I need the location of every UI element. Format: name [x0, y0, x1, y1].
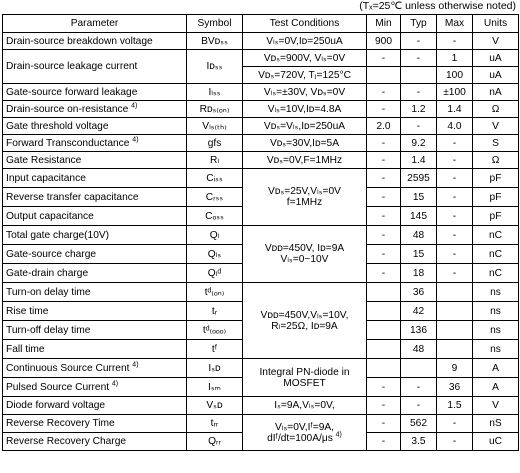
param-cell: Reverse Recovery Charge	[3, 433, 187, 451]
min-cell: -	[367, 378, 401, 397]
condition-line: Vₗₛ=0V,Iᶠ=9A,	[275, 421, 334, 433]
symbol-cell: Vₗₛ₍ₜₕ₎	[187, 118, 243, 135]
typ-cell: 48	[401, 340, 437, 359]
unit-cell: pF	[473, 188, 519, 207]
param-cell: Drain-source leakage current	[3, 50, 187, 84]
condition-cell: Vᴅₛ=720V, Tⱼ=125°C	[243, 67, 367, 84]
symbol-cell: Iₗₛₛ	[187, 84, 243, 101]
max-cell: -	[437, 415, 473, 433]
condition-cell: Vₗₛ=0V,Iᴅ=250uA	[243, 33, 367, 50]
condition-line: MOSFET	[283, 377, 326, 389]
symbol-cell: Iₛᴅ	[187, 359, 243, 378]
table-row	[3, 118, 519, 135]
table-row	[3, 359, 519, 378]
min-cell: -	[367, 188, 401, 207]
unit-cell: nS	[473, 415, 519, 433]
symbol-cell: tᶠ	[187, 340, 243, 359]
max-cell: -	[437, 433, 473, 451]
symbol-cell: gfs	[187, 135, 243, 152]
symbol-cell: Vₛᴅ	[187, 397, 243, 415]
table-row	[3, 415, 519, 433]
min-cell: -	[367, 152, 401, 169]
max-cell: -	[437, 264, 473, 283]
min-cell	[367, 340, 401, 359]
condition-line: Vₗₛ=0~10V	[280, 254, 329, 265]
typ-cell: 562	[401, 415, 437, 433]
condition-line: Vᴅₛ=25V,Vₗₛ=0V	[268, 186, 341, 197]
param-cell	[3, 359, 187, 378]
footnote-marker: 4)	[132, 136, 139, 144]
unit-cell: V	[473, 397, 519, 415]
typ-cell	[401, 67, 437, 84]
unit-cell: pF	[473, 169, 519, 188]
min-cell	[367, 283, 401, 302]
typ-cell: -	[401, 118, 437, 135]
condition-text: dIᶠ/dt=100A/μs	[267, 432, 333, 444]
param-cell: Reverse transfer capacitance	[3, 188, 187, 207]
param-cell: Turn-on delay time	[3, 283, 187, 302]
max-cell: -	[437, 245, 473, 264]
typ-cell: 36	[401, 283, 437, 302]
param-cell: Turn-off delay time	[3, 321, 187, 340]
symbol-cell: Iᴅₛₛ	[187, 50, 243, 84]
table-row	[3, 33, 519, 50]
param-cell: Total gate charge(10V)	[3, 226, 187, 245]
typ-cell: 9.2	[401, 135, 437, 152]
condition-cell: Iₛ=9A,Vₗₛ=0V,	[243, 397, 367, 415]
min-cell	[367, 321, 401, 340]
table-row	[3, 101, 519, 118]
unit-cell: Ω	[473, 152, 519, 169]
header-conditions: Test Conditions	[243, 15, 367, 33]
param-cell: Fall time	[3, 340, 187, 359]
condition-line: Vᴅᴅ=450V, Iᴅ=9A	[264, 243, 345, 254]
typ-cell: -	[401, 33, 437, 50]
min-cell: 2.0	[367, 118, 401, 135]
unit-cell: ns	[473, 302, 519, 321]
unit-cell: nC	[473, 226, 519, 245]
typ-cell: 1.2	[401, 101, 437, 118]
condition-cell	[243, 359, 367, 397]
table-row	[3, 283, 519, 302]
min-cell: -	[367, 50, 401, 67]
param-text: Forward Transconductance	[6, 137, 130, 149]
param-cell: Gate-source charge	[3, 245, 187, 264]
condition-line: Rₗ=25Ω, Iᴅ=9A	[271, 320, 338, 332]
symbol-cell: Cᵣₛₛ	[187, 188, 243, 207]
max-cell: 1.4	[437, 101, 473, 118]
max-cell: -	[437, 152, 473, 169]
typ-cell: -	[401, 378, 437, 397]
condition-line: Vᴅᴅ=450V,Vₗₛ=10V,	[260, 309, 349, 321]
max-cell: 1	[437, 50, 473, 67]
table-row	[3, 135, 519, 152]
condition-cell	[243, 226, 367, 283]
header-typ: Typ	[401, 15, 437, 33]
unit-cell: V	[473, 118, 519, 135]
condition-cell: Vₗₛ=±30V, Vᴅₛ=0V	[243, 84, 367, 101]
footnote-marker: 4)	[132, 361, 139, 369]
condition-line: f=1MHz	[286, 197, 323, 208]
max-cell: -	[437, 188, 473, 207]
min-cell: -	[367, 397, 401, 415]
symbol-cell: Cᵢₛₛ	[187, 169, 243, 188]
min-cell: -	[367, 84, 401, 101]
max-cell: -	[437, 226, 473, 245]
param-cell: Diode forward voltage	[3, 397, 187, 415]
symbol-cell: Cₒₛₛ	[187, 207, 243, 226]
symbol-cell: tᵈ₍ₒₒₒ₎	[187, 321, 243, 340]
param-cell: Input capacitance	[3, 169, 187, 188]
min-cell: -	[367, 264, 401, 283]
header-parameter: Parameter	[3, 15, 187, 33]
max-cell: -	[437, 33, 473, 50]
footnote-marker: 4)	[335, 431, 342, 439]
max-cell	[437, 340, 473, 359]
param-cell	[3, 378, 187, 397]
typ-cell: 18	[401, 264, 437, 283]
unit-cell: nA	[473, 84, 519, 101]
condition-line: Integral PN-diode in	[259, 366, 350, 378]
unit-cell: S	[473, 135, 519, 152]
condition-cell: Vᴅₛ=900V, Vₗₛ=0V	[243, 50, 367, 67]
header-min: Min	[367, 15, 401, 33]
typ-cell: 48	[401, 226, 437, 245]
max-cell: -	[437, 207, 473, 226]
symbol-cell: tᵣᵣ	[187, 415, 243, 433]
unit-cell: uC	[473, 433, 519, 451]
footnote-marker: 4)	[131, 102, 138, 110]
condition-cell: Vₗₛ=10V,Iᴅ=4.8A	[243, 101, 367, 118]
param-cell	[3, 101, 187, 118]
min-cell: -	[367, 226, 401, 245]
unit-cell: A	[473, 378, 519, 397]
param-cell	[3, 135, 187, 152]
max-cell: 4.0	[437, 118, 473, 135]
min-cell: -	[367, 207, 401, 226]
condition-cell: Vᴅₛ=Vₗₛ,Iᴅ=250uA	[243, 118, 367, 135]
unit-cell: ns	[473, 283, 519, 302]
symbol-cell: tᵈ₍ₒₙ₎	[187, 283, 243, 302]
typ-cell: -	[401, 84, 437, 101]
typ-cell: 15	[401, 245, 437, 264]
condition-cell: Vᴅₛ=30V,Iᴅ=5A	[243, 135, 367, 152]
table-row	[3, 84, 519, 101]
symbol-cell: Qₗₛ	[187, 245, 243, 264]
max-cell: 36	[437, 378, 473, 397]
typ-cell: -	[401, 50, 437, 67]
max-cell	[437, 321, 473, 340]
param-cell: Gate-source forward leakage	[3, 84, 187, 101]
header-symbol: Symbol	[187, 15, 243, 33]
table-row	[3, 397, 519, 415]
unit-cell: ns	[473, 321, 519, 340]
unit-cell: uA	[473, 50, 519, 67]
param-cell: Gate Resistance	[3, 152, 187, 169]
min-cell: -	[367, 415, 401, 433]
param-cell: Rise time	[3, 302, 187, 321]
condition-cell	[243, 283, 367, 359]
param-text: Continuous Source Current	[6, 362, 130, 374]
param-text: Drain-source on-resistance	[6, 103, 129, 115]
min-cell: -	[367, 245, 401, 264]
unit-cell: uA	[473, 67, 519, 84]
symbol-cell: tᵣ	[187, 302, 243, 321]
symbol-cell: Rᴅₛ₍ₒₙ₎	[187, 101, 243, 118]
table-row	[3, 50, 519, 67]
typ-cell: 145	[401, 207, 437, 226]
unit-cell: Ω	[473, 101, 519, 118]
unit-cell: V	[473, 33, 519, 50]
condition-cell: Vᴅₛ=0V,F=1MHz	[243, 152, 367, 169]
min-cell: -	[367, 433, 401, 451]
param-cell: Reverse Recovery Time	[3, 415, 187, 433]
typ-cell	[401, 359, 437, 378]
param-text: Pulsed Source Current	[6, 381, 110, 393]
min-cell: -	[367, 169, 401, 188]
symbol-cell: Rₗ	[187, 152, 243, 169]
typ-cell: 42	[401, 302, 437, 321]
condition-line	[246, 433, 363, 444]
param-cell: Drain-source breakdown voltage	[3, 33, 187, 50]
max-cell: -	[437, 169, 473, 188]
table-row	[3, 152, 519, 169]
table-header-row	[3, 15, 519, 33]
min-cell: -	[367, 101, 401, 118]
condition-cell	[243, 415, 367, 451]
min-cell	[367, 67, 401, 84]
max-cell: 9	[437, 359, 473, 378]
electrical-characteristics-table	[2, 14, 519, 451]
min-cell	[367, 359, 401, 378]
symbol-cell: BVᴅₛₛ	[187, 33, 243, 50]
param-cell: Gate-drain charge	[3, 264, 187, 283]
param-cell: Gate threshold voltage	[3, 118, 187, 135]
unit-cell: A	[473, 359, 519, 378]
typ-cell: 2595	[401, 169, 437, 188]
symbol-cell: Qᵣᵣ	[187, 433, 243, 451]
unit-cell: ns	[473, 340, 519, 359]
typ-cell: 3.5	[401, 433, 437, 451]
symbol-cell: Qₗ	[187, 226, 243, 245]
min-cell: 900	[367, 33, 401, 50]
typ-cell: -	[401, 397, 437, 415]
unit-cell: nC	[473, 245, 519, 264]
max-cell	[437, 283, 473, 302]
footnote-marker: 4)	[111, 380, 119, 388]
unit-cell: pF	[473, 207, 519, 226]
conditions-note: (Tₓ=25℃ unless otherwise noted)	[359, 0, 516, 12]
table-row	[3, 226, 519, 245]
max-cell	[437, 302, 473, 321]
max-cell: -	[437, 135, 473, 152]
header-max: Max	[437, 15, 473, 33]
table-row	[3, 169, 519, 188]
symbol-cell: Iₛₘ	[187, 378, 243, 397]
max-cell: ±100	[437, 84, 473, 101]
param-cell: Output capacitance	[3, 207, 187, 226]
min-cell: -	[367, 135, 401, 152]
unit-cell: nC	[473, 264, 519, 283]
typ-cell: 136	[401, 321, 437, 340]
max-cell: 100	[437, 67, 473, 84]
symbol-cell: Qₗᵈ	[187, 264, 243, 283]
min-cell	[367, 302, 401, 321]
typ-cell: 1.4	[401, 152, 437, 169]
condition-cell	[243, 169, 367, 226]
typ-cell: 15	[401, 188, 437, 207]
header-units: Units	[473, 15, 519, 33]
max-cell: 1.5	[437, 397, 473, 415]
